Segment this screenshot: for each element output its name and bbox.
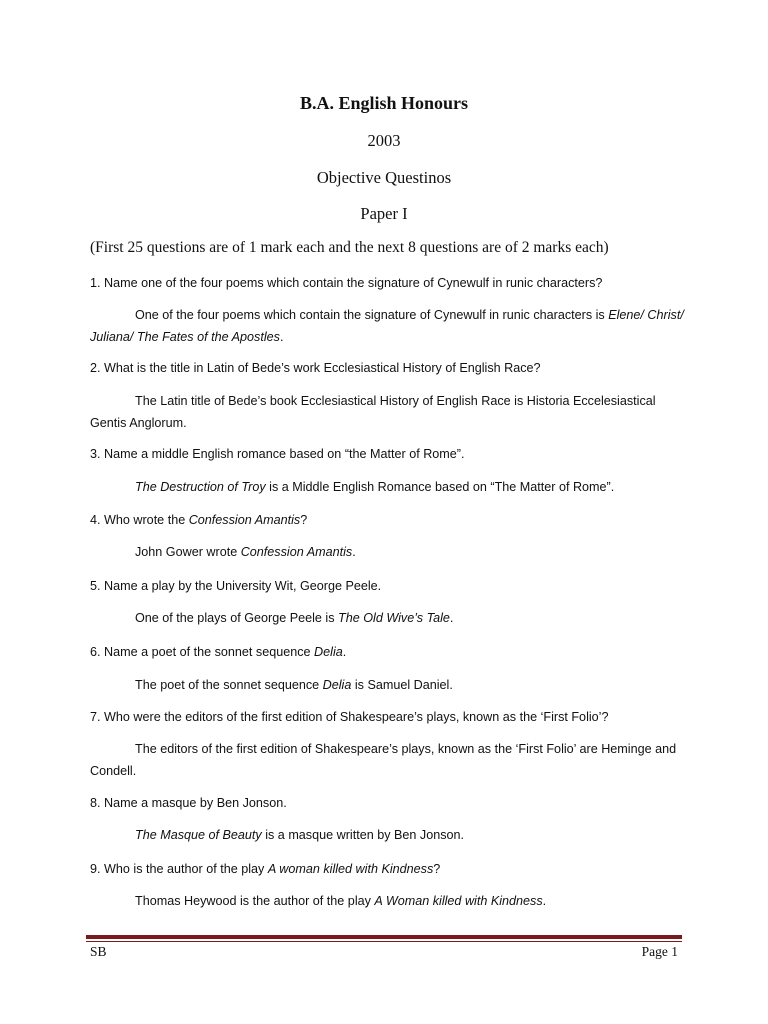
question-9: 9. Who is the author of the play A woman killed with Kindness? [90, 862, 441, 876]
italic-title: The Masque of Beauty [135, 828, 262, 842]
question-1: 1. Name one of the four poems which contain the signature of Cynewulf in runic characters? [90, 276, 603, 290]
italic-title: A Woman killed with Kindness [374, 894, 543, 908]
question-3: 3. Name a middle English romance based on “the Matter of Rome”. [90, 447, 465, 461]
instructions: (First 25 questions are of 1 mark each and the next 8 questions are of 2 marks each) [90, 239, 609, 256]
answer-1: One of the four poems which contain the signature of Cynewulf in runic characters is Elene/ Christ/ Juliana/ The Fates of the Apostles. [90, 308, 684, 344]
paper-label: Paper I [360, 204, 408, 223]
answer-5: One of the plays of George Peele is The Old Wive’s Tale. [135, 611, 454, 625]
question-4: 4. Who wrote the Confession Amantis? [90, 513, 308, 527]
italic-title: Confession Amantis [188, 513, 301, 527]
footer-rule-thin [86, 941, 682, 942]
italic-title: The Destruction of Troy [135, 480, 266, 494]
question-6: 6. Name a poet of the sonnet sequence Delia. [90, 645, 347, 659]
italic-title: A woman killed with Kindness [267, 862, 434, 876]
document-subtitle: Objective Questinos [316, 168, 452, 187]
footer-author: SB [90, 944, 107, 959]
page-number: Page 1 [641, 944, 678, 959]
italic-title: Elene/ Christ/ Juliana/ The Fates of the Apostles [90, 308, 684, 344]
document-year: 2003 [367, 131, 401, 150]
answer-6: The poet of the sonnet sequence Delia is Samuel Daniel. [135, 678, 453, 692]
italic-title: Delia [322, 678, 352, 692]
question-8: 8. Name a masque by Ben Jonson. [90, 796, 287, 810]
italic-title: The Old Wive’s Tale [338, 611, 450, 625]
italic-title: Confession Amantis [240, 545, 353, 559]
answer-4: John Gower wrote Confession Amantis. [135, 545, 356, 559]
italic-title: Delia [314, 645, 343, 659]
answer-2: The Latin title of Bede’s book Ecclesiastical History of English Race is Historia Eccelesiastical Gentis Anglorum. [90, 394, 656, 430]
question-7: 7. Who were the editors of the first edition of Shakespeare’s plays, known as the ‘First Folio’? [90, 710, 609, 724]
footer-rule-thick [86, 935, 682, 939]
question-2: 2. What is the title in Latin of Bede’s work Ecclesiastical History of English Race? [90, 361, 541, 375]
document-title: B.A. English Honours [299, 93, 469, 113]
answer-7: The editors of the first edition of Shakespeare’s plays, known as the ‘First Folio’ are Heminge and Condell. [90, 742, 677, 778]
answer-8: The Masque of Beauty is a masque written by Ben Jonson. [135, 828, 465, 842]
answer-9: Thomas Heywood is the author of the play A Woman killed with Kindness. [135, 894, 547, 908]
answer-3: The Destruction of Troy is a Middle English Romance based on “The Matter of Rome”. [135, 480, 615, 494]
question-5: 5. Name a play by the University Wit, George Peele. [90, 579, 382, 593]
